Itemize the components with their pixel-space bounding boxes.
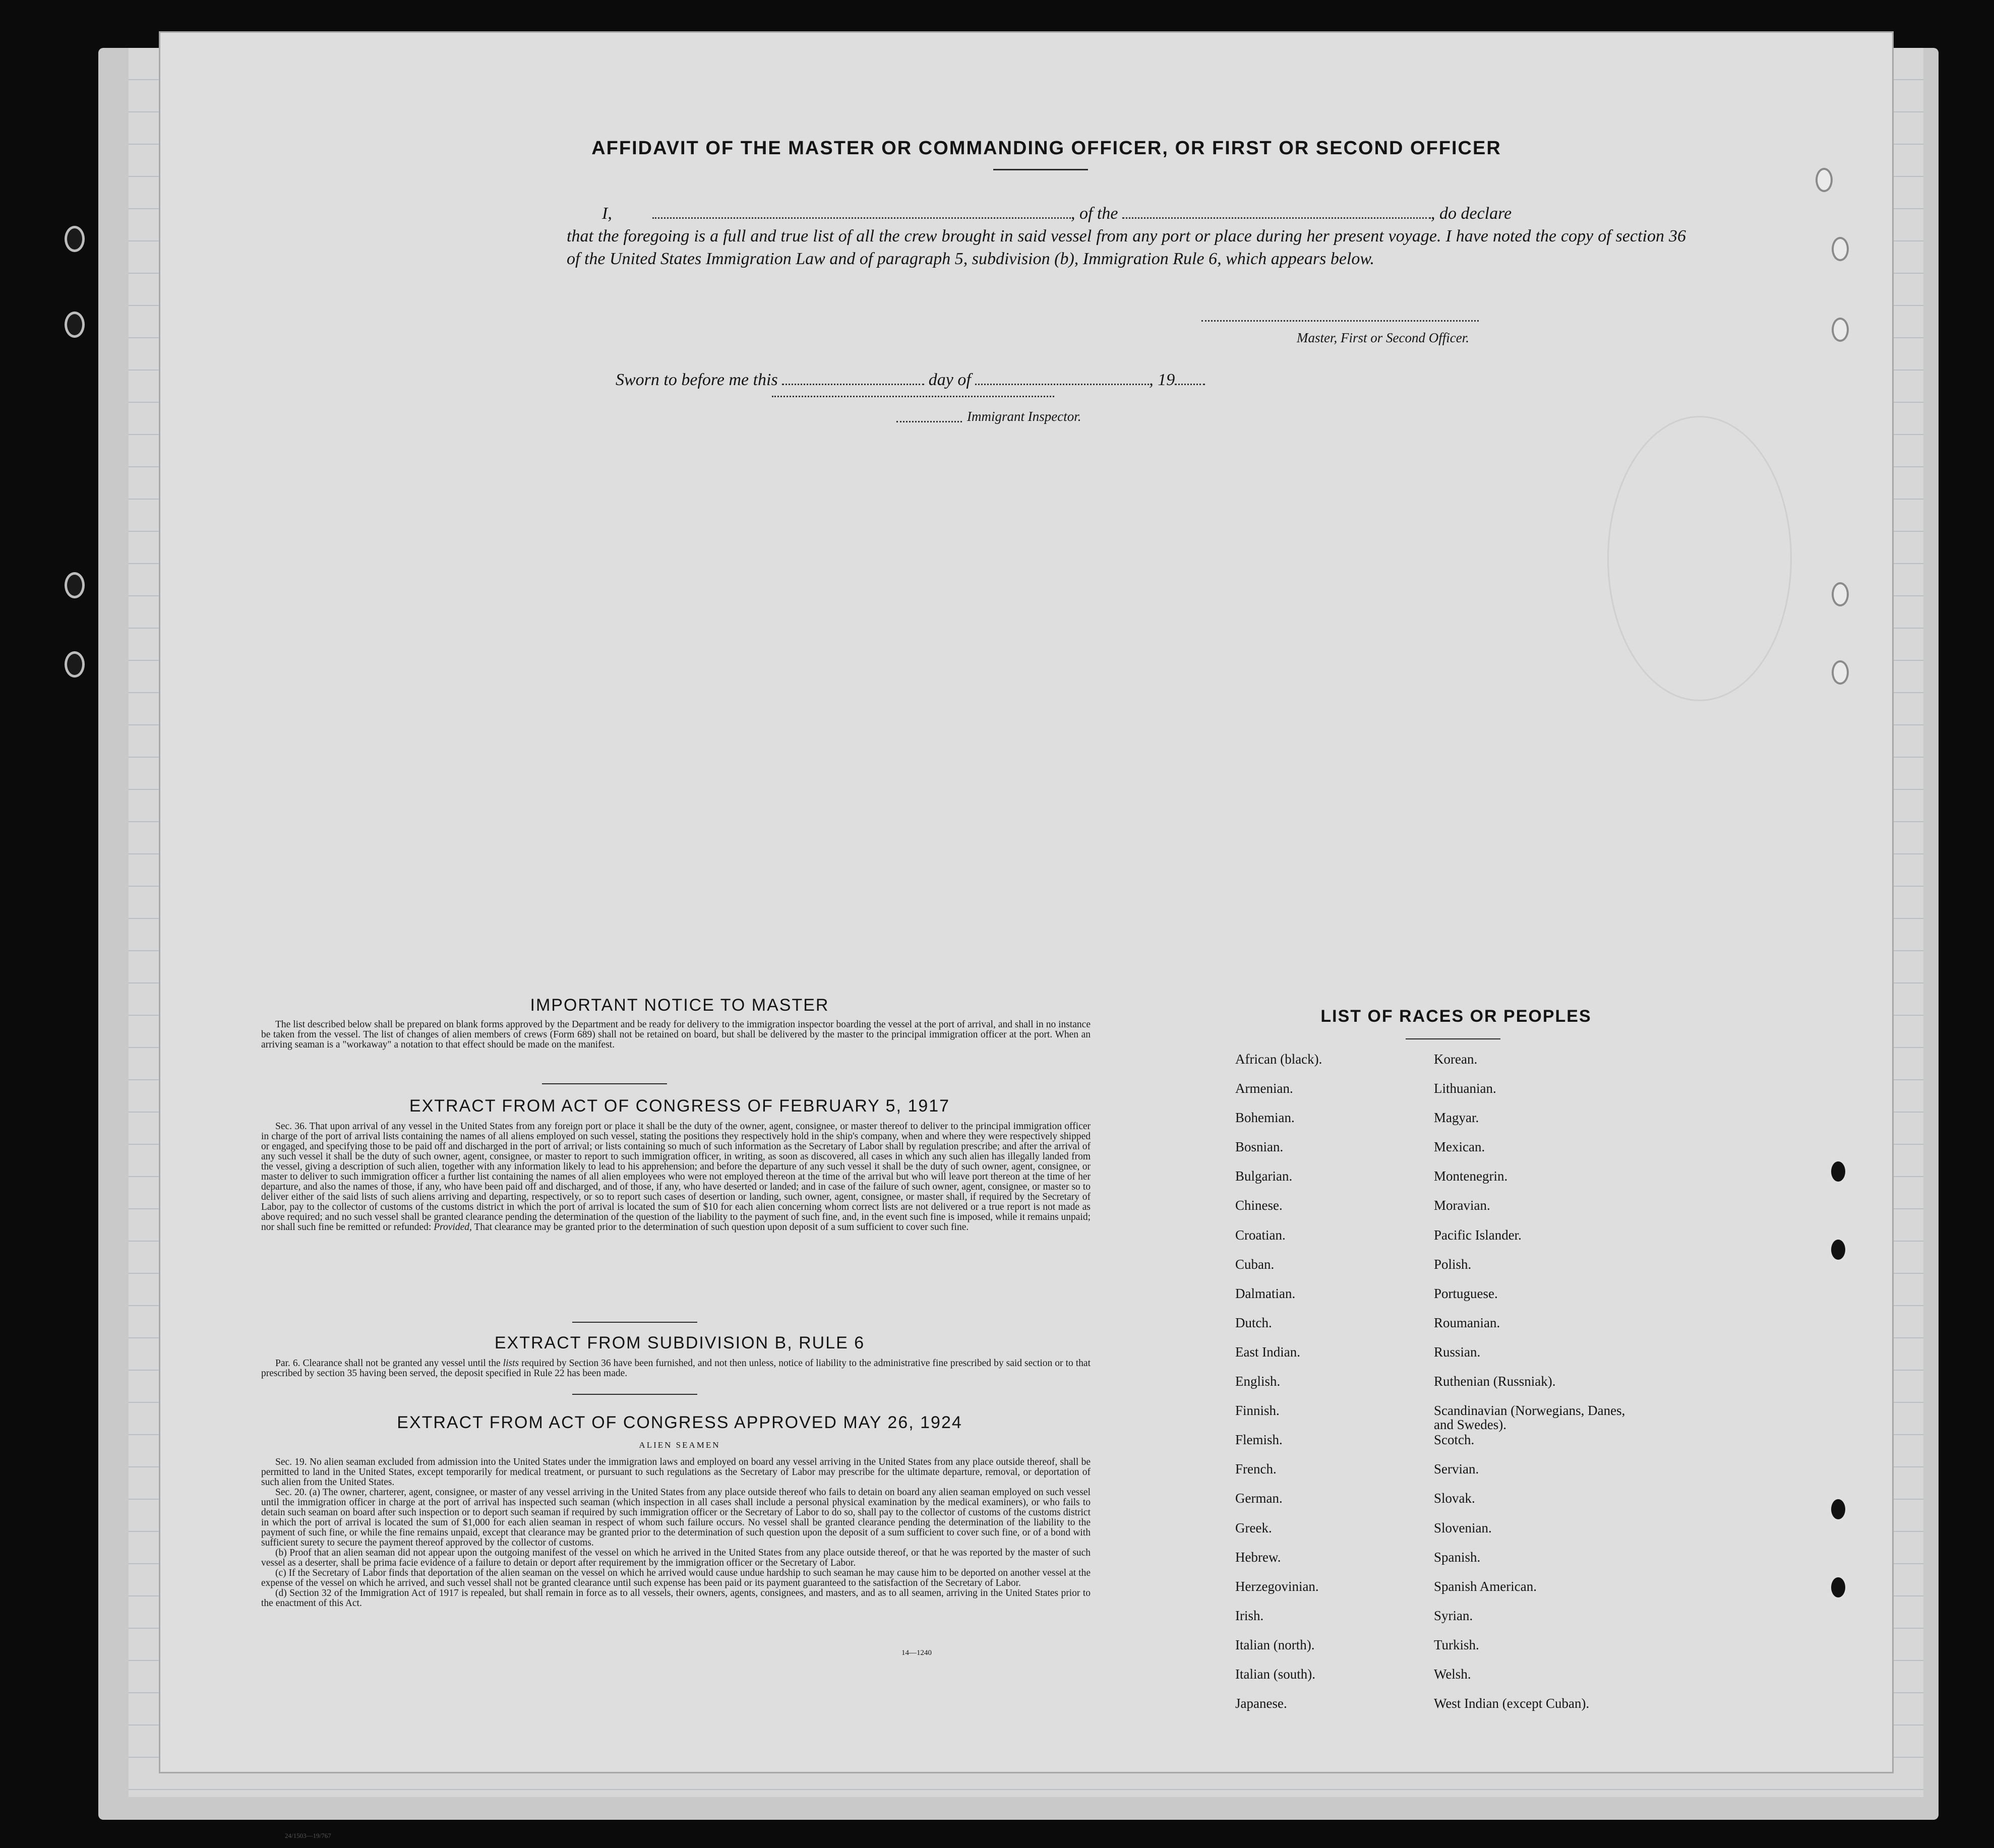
day-of-label: day of [928,371,971,389]
races-left-column [1235,1052,1322,1726]
form-number: 14—1240 [901,1649,932,1657]
race-item: Finnish. [1235,1403,1280,1419]
race-item: Russian. [1434,1344,1481,1360]
binder-hole [65,651,85,677]
sec-20b-paragraph: (b) Proof that an alien seaman did not appear upon the outgoing manifest of the vessel on which he arrived in the United States from any place outside thereof, or that he was reported by the master of such vessel as a deserter, shall be prima facie evidence of a failure to detain or deport after requirement by the immigration officer or the Secretary of Labor. [261,1548,1091,1568]
lists-word: lists [503,1358,519,1369]
race-item: Korean. [1434,1052,1478,1067]
race-item: Scandinavian (Norwegians, Danes, and Swedes). [1434,1403,1625,1433]
race-item: Pacific Islander. [1434,1227,1522,1243]
race-item: African (black). [1235,1052,1322,1067]
extract-1924-title: EXTRACT FROM ACT OF CONGRESS APPROVED MAY 26, 1924 [397,1413,962,1432]
inspector-caption: Immigrant Inspector. [967,409,1081,424]
race-item: Polish. [1434,1256,1472,1272]
race-item: Cuban. [1235,1256,1275,1272]
affidavit-declaration [567,202,1686,270]
faint-stamp-outline [1607,416,1792,701]
race-item: Italian (south). [1235,1666,1315,1682]
inspector-dots [896,421,962,422]
race-item: West Indian (except Cuban). [1434,1696,1590,1711]
binder-hole [1829,1238,1847,1262]
race-item: East Indian. [1235,1344,1300,1360]
manifest-page [160,33,1892,1772]
race-item: Moravian. [1434,1198,1490,1213]
rule6-text-start: Par. 6. Clearance shall not be granted any vessel until the [275,1358,501,1369]
race-item: Croatian. [1235,1227,1286,1243]
binder-hole [1832,582,1849,606]
section-36-end: That clearance may be granted prior to the determination of such question upon deposit of a sum sufficient to cover such fine. [474,1222,969,1233]
extract-1917-title: EXTRACT FROM ACT OF CONGRESS OF FEBRUARY 5, 1917 [409,1096,950,1116]
races-right-column [1434,1052,1636,1726]
races-title-underline [1406,1038,1500,1039]
race-item: Japanese. [1235,1696,1287,1711]
race-item: Roumanian. [1434,1315,1500,1330]
race-item: Slovak. [1434,1491,1475,1506]
notice-body [261,1020,1091,1050]
binder-hole [65,572,85,598]
race-item: Spanish. [1434,1549,1481,1565]
binder-hole [1829,1159,1847,1184]
race-item: Welsh. [1434,1666,1471,1682]
section-divider [572,1394,697,1395]
binder-hole [1832,660,1849,685]
race-item: Bosnian. [1235,1139,1284,1155]
race-item: Lithuanian. [1434,1081,1496,1096]
do-declare-label: , do declare [1430,204,1512,223]
sworn-line [616,371,1205,390]
bottom-print-code: 24/1503—19/767 [285,1832,331,1839]
race-item: Herzegovinian. [1235,1578,1319,1594]
section-36-text: Sec. 36. That upon arrival of any vessel in the United States from any foreign port or place it shall be the duty of the owner, agent, consignee, or master thereof to deliver to the principal immigration officer in charge of the port of arrival lists containing the names of all aliens employed on such vessel, stating the positions they respectively hold in the ship's company, when and where they were respectively shipped or engaged, and specifying those to be paid off and discharged in the port of arrival; or lists containing so much of such information as the Secretary of Labor shall by regulation prescribe; and after the arrival of any such vessel it shall be the duty of such owner, agent, consignee, or master to report to such immigration officer, in writing, as soon as discovered, all cases in which any such alien has illegally landed from the vessel, giving a description of such alien, together with any information likely to lead to his apprehension; and before the departure of any such vessel it shall be the duty of such owner, agent, consignee, or master to deliver to such immigration officer a further list containing the names of all alien employees who were not employed thereon at the time of the arrival but who will leave port thereon at the time of her departure, and also the names of those, if any, who have been paid off and discharged, and of those, if any, who have deserted or landed; and in case of the failure of such owner, agent, consignee, or master so to deliver either of the said lists of such aliens arriving and departing, respectively, or so to report such cases of desertion or landing, such owner, agent, consignee, or master shall, if required by the Secretary of Labor, pay to the collector of customs of the customs district in which the port of arrival is located the sum of $10 for each alien concerning whom correct lists are not delivered or a true report is not made as above required; and no such vessel shall be granted clearance pending the determination of the question of the liability to the payment of such fine, and, in the event such fine is imposed, while it remains unpaid; nor shall such fine be remitted or refunded: [261,1121,1091,1233]
binder-hole [65,312,85,338]
of-the-label: , of the [1071,204,1118,223]
race-item: Servian. [1434,1461,1479,1477]
race-item: Syrian. [1434,1608,1473,1623]
race-item: Greek. [1235,1520,1272,1535]
officer-name-field[interactable] [652,202,1071,219]
race-item: Portuguese. [1434,1285,1498,1301]
inspector-signature-line[interactable] [772,396,1054,397]
declaration-text: that the foregoing is a full and true list of all the crew brought in said vessel from any port or place during her present voyage. I have noted the copy of section 36 of the United States Immigration Law and of paragraph 5, subdivision (b), Immigration Rule 6, which appears below. [567,227,1686,268]
race-item: Armenian. [1235,1081,1293,1096]
race-item: Flemish. [1235,1432,1283,1448]
binder-hole [65,226,85,252]
race-item: Dalmatian. [1235,1285,1296,1301]
extract-rule6-title: EXTRACT FROM SUBDIVISION B, RULE 6 [494,1333,865,1352]
sec-19-paragraph: Sec. 19. No alien seaman excluded from admission into the United States under the immigration laws and employed on board any vessel arriving in the United States from any place outside thereof, shall be permitted to land in the United States, except temporarily for medical treatment, or pursuant to such regulations as the Secretary of Labor may prescribe for the ultimate departure, removal, or deportation of such alien from the United States. [261,1457,1091,1488]
notice-title: IMPORTANT NOTICE TO MASTER [530,996,829,1015]
race-item: Chinese. [1235,1198,1283,1213]
race-item: Turkish. [1434,1637,1479,1652]
race-item: French. [1235,1461,1277,1477]
sec-20a-paragraph: Sec. 20. (a) The owner, charterer, agent, consignee, or master of any vessel arriving in the United States from any place outside thereof who fails to detain on board any alien seaman employed on such vessel until the immigration officer in charge at the port of arrival has inspected such seaman (which inspection in all cases shall include a personal physical examination by the medical examiners), or who fails to detain such seaman on board after such inspection or to deport such seaman if required by such immigration officer or the Secretary of Labor to do so, shall pay to the collector of customs of the customs district in which the port of arrival is located the sum of $1,000 for each alien seaman in respect of whom such failure occurs. No vessel shall be granted clearance pending the determination of the liability to the payment of such fine, or while the fine remains unpaid, except that clearance may be granted prior to the determination of such question upon the deposit of a sum sufficient to cover such fine, or of a bond with sufficient surety to secure the payment thereof approved by the collector of customs. [261,1487,1091,1548]
race-item: Spanish American. [1434,1578,1537,1594]
race-item: Hebrew. [1235,1549,1281,1565]
race-item: Scotch. [1434,1432,1475,1448]
race-item: Bohemian. [1235,1110,1295,1126]
race-item: Ruthenian (Russniak). [1434,1374,1556,1389]
provided-word: Provided, [434,1222,472,1233]
races-title: LIST OF RACES OR PEOPLES [1320,1007,1592,1026]
binder-hole [1829,1575,1847,1599]
binder-hole [1816,168,1833,192]
sec-20d-paragraph: (d) Section 32 of the Immigration Act of 1917 is repealed, but shall remain in force as to all vessels, their owners, agents, consignees, and masters, and as to all seamen, arriving in the United States prior to the enactment of this Act. [261,1588,1091,1609]
extract-rule6-body [261,1359,1091,1379]
i-label: I, [602,204,612,223]
sworn-year-field[interactable] [1175,371,1205,385]
sworn-month-field[interactable] [975,371,1149,385]
rule6-text-end: required by Section 36 have been furnished, and not then unless, notice of liability to the administrative fine prescribed by said section or to that prescribed by section 35 having been served, the deposit specified in Rule 22 has been made. [261,1358,1091,1379]
race-item: Slovenian. [1434,1520,1492,1535]
master-caption: Master, First or Second Officer. [1297,330,1469,345]
sworn-label: Sworn to before me this [616,371,778,389]
race-item: Montenegrin. [1434,1168,1508,1184]
extract-1917-body [261,1122,1091,1233]
race-item: Irish. [1235,1608,1264,1623]
binder-hole [1832,237,1849,261]
vessel-name-field[interactable] [1122,202,1431,219]
extract-1924-body [261,1457,1091,1609]
binder-hole [1829,1497,1847,1521]
race-item: German. [1235,1491,1283,1506]
notice-paragraph: The list described below shall be prepared on blank forms approved by the Department and be ready for delivery to the immigration inspector boarding the vessel at the port of arrival, and shall in no instance be taken from the vessel. The list of changes of alien members of crews (Form 689) shall not be retained on board, but shall be delivered by the master to the principal immigration officer at the port. When an arriving seaman is a "workaway" a notation to that effect should be made on the manifest. [261,1019,1091,1050]
year-label: , 19 [1149,371,1175,389]
master-signature-line[interactable] [1201,320,1479,322]
race-item: Italian (north). [1235,1637,1315,1652]
race-item: English. [1235,1374,1281,1389]
affidavit-title: AFFIDAVIT OF THE MASTER OR COMMANDING OFFICER, OR FIRST OR SECOND OFFICER [591,138,1501,159]
sec-20c-paragraph: (c) If the Secretary of Labor finds that deportation of the alien seaman on the vessel on which he arrived would cause undue hardship to such seaman he may cause him to be deported on another vessel at the expense of the vessel on which he arrived, and such vessel shall not be granted clearance until such expense has been paid or its payment guaranteed to the satisfaction of the Secretary of Labor. [261,1568,1091,1588]
race-item: Bulgarian. [1235,1168,1293,1184]
section-divider [572,1322,697,1323]
alien-seamen-subtitle: ALIEN SEAMEN [639,1440,720,1450]
race-item: Mexican. [1434,1139,1485,1155]
section-divider [542,1083,667,1084]
sworn-day-field[interactable] [782,371,924,385]
race-item: Magyar. [1434,1110,1479,1126]
race-item: Dutch. [1235,1315,1272,1330]
title-underline [993,169,1088,170]
binder-hole [1832,318,1849,342]
